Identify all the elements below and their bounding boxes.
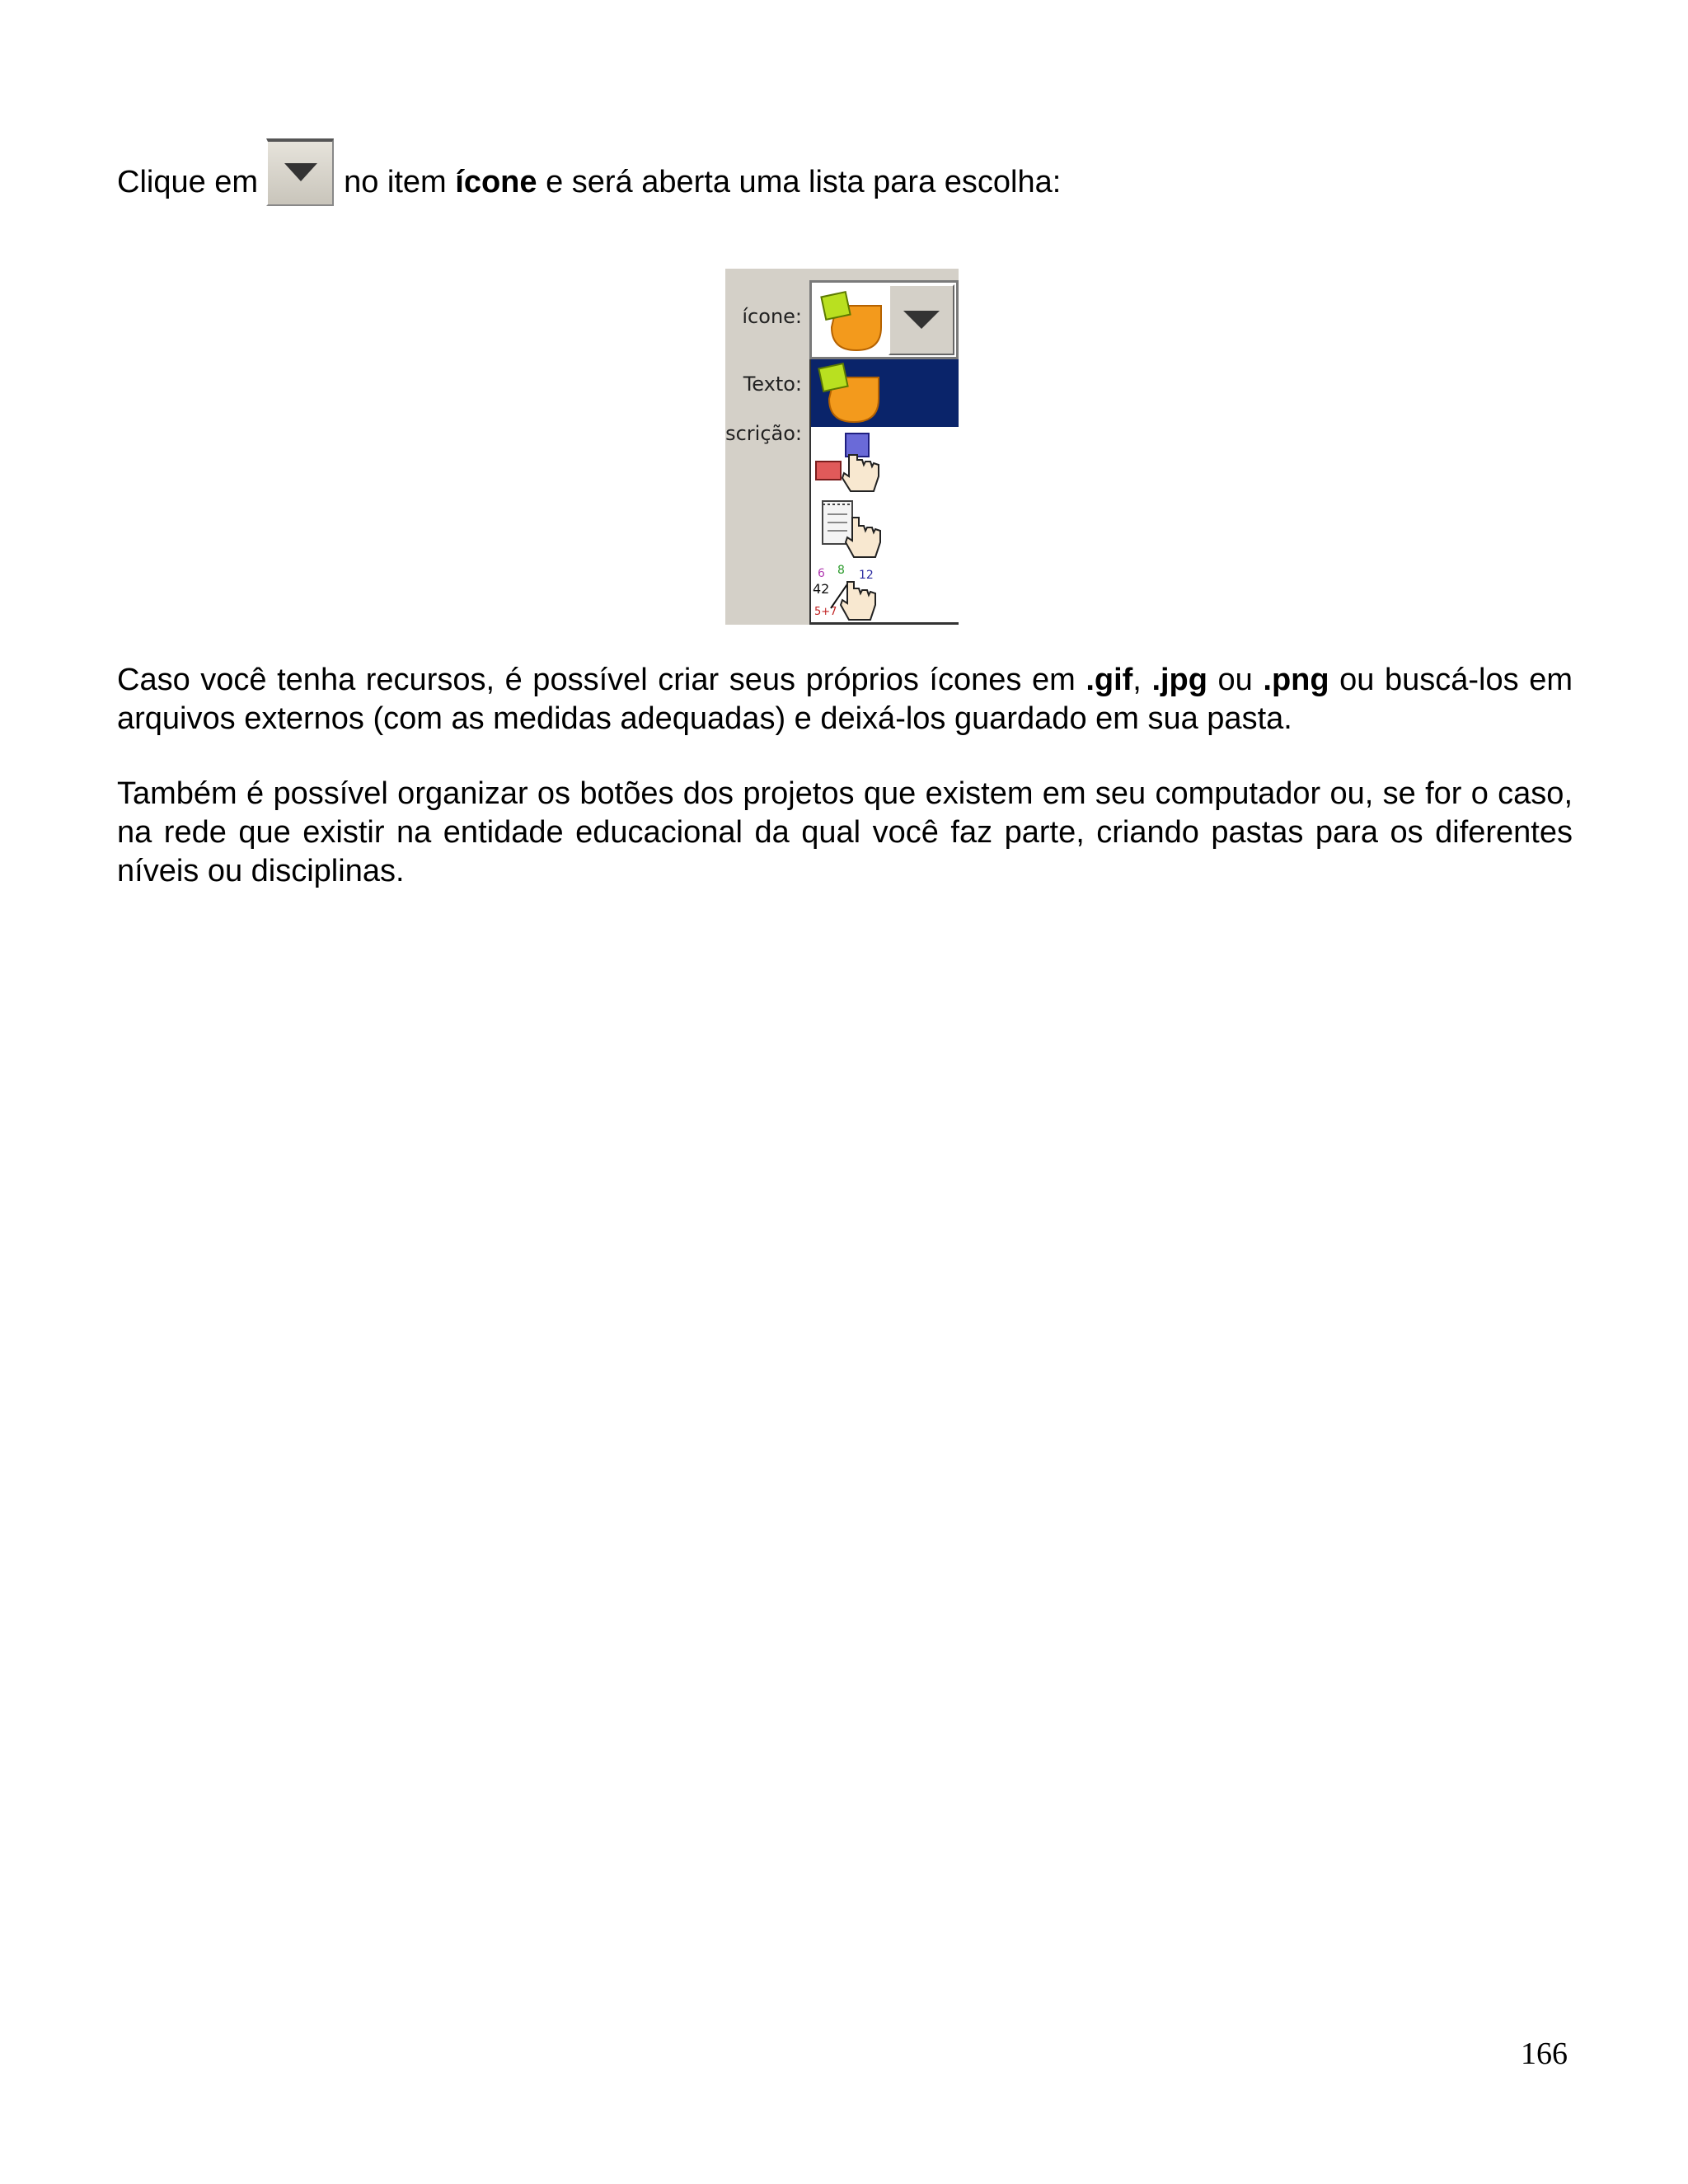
number-icon-text-1: 6: [818, 567, 825, 580]
dropdown-arrow-icon: [284, 163, 317, 181]
hand-pointer-numbers-icon: [813, 562, 903, 623]
para2-text-2: ,: [1132, 663, 1152, 697]
para2-text-4: ou buscá-los em arquivos externos (com as medidas adequadas) e deixá-los guardado em sua pasta.: [117, 663, 1573, 736]
icon-dropdown-list: [809, 359, 959, 625]
para2-bold-gif: .gif: [1085, 663, 1133, 697]
orange-shape-icon: [818, 291, 884, 352]
orange-shape-icon: [816, 363, 882, 424]
icon-select[interactable]: [809, 280, 959, 359]
number-icon-text-5: 5+7: [814, 606, 837, 618]
select-arrow-button[interactable]: [889, 284, 954, 355]
number-icon-text-2: 8: [837, 564, 845, 577]
label-icone: ícone:: [742, 305, 802, 328]
dropdown-arrow-icon: [903, 311, 940, 329]
page-number: 166: [1521, 2036, 1568, 2071]
instruction-text-before: Clique em: [117, 164, 259, 199]
icon-select-screenshot: [725, 269, 959, 625]
para2-bold-png: .png: [1263, 663, 1329, 697]
dropdown-option-notepad[interactable]: [811, 496, 959, 560]
label-descricao: scrição:: [725, 422, 802, 445]
instruction-text-bold: ícone: [455, 164, 537, 199]
instruction-line: [117, 148, 1573, 216]
hand-pointer-notepad-icon: [818, 498, 892, 560]
para2-text-1: Caso você tenha recursos, é possível criar seus próprios ícones em: [117, 663, 1086, 697]
paragraph-custom-icons: [117, 661, 1573, 738]
hand-pointer-shapes-icon: [813, 430, 887, 494]
number-icon-text-3: 12: [859, 569, 874, 582]
dropdown-option-numbers[interactable]: [811, 562, 959, 623]
dropdown-option-orange-shape[interactable]: [811, 359, 959, 427]
number-icon-text-4: 42: [813, 581, 830, 597]
dropdown-option-shapes[interactable]: [811, 429, 959, 494]
para2-text-3: ou: [1207, 663, 1264, 697]
para2-bold-jpg: .jpg: [1151, 663, 1207, 697]
dropdown-button-image: [266, 138, 334, 206]
instruction-text-after: e será aberta uma lista para escolha:: [546, 164, 1062, 199]
paragraph-organize-buttons: Também é possível organizar os botões dos projetos que existem em seu computador ou, se for o caso, na rede que existir na entidade educacional da qual você faz parte, criando pastas para os diferentes níveis ou disciplinas.: [117, 776, 1573, 888]
label-texto: Texto:: [743, 373, 802, 396]
instruction-text-middle: no item: [344, 164, 447, 199]
